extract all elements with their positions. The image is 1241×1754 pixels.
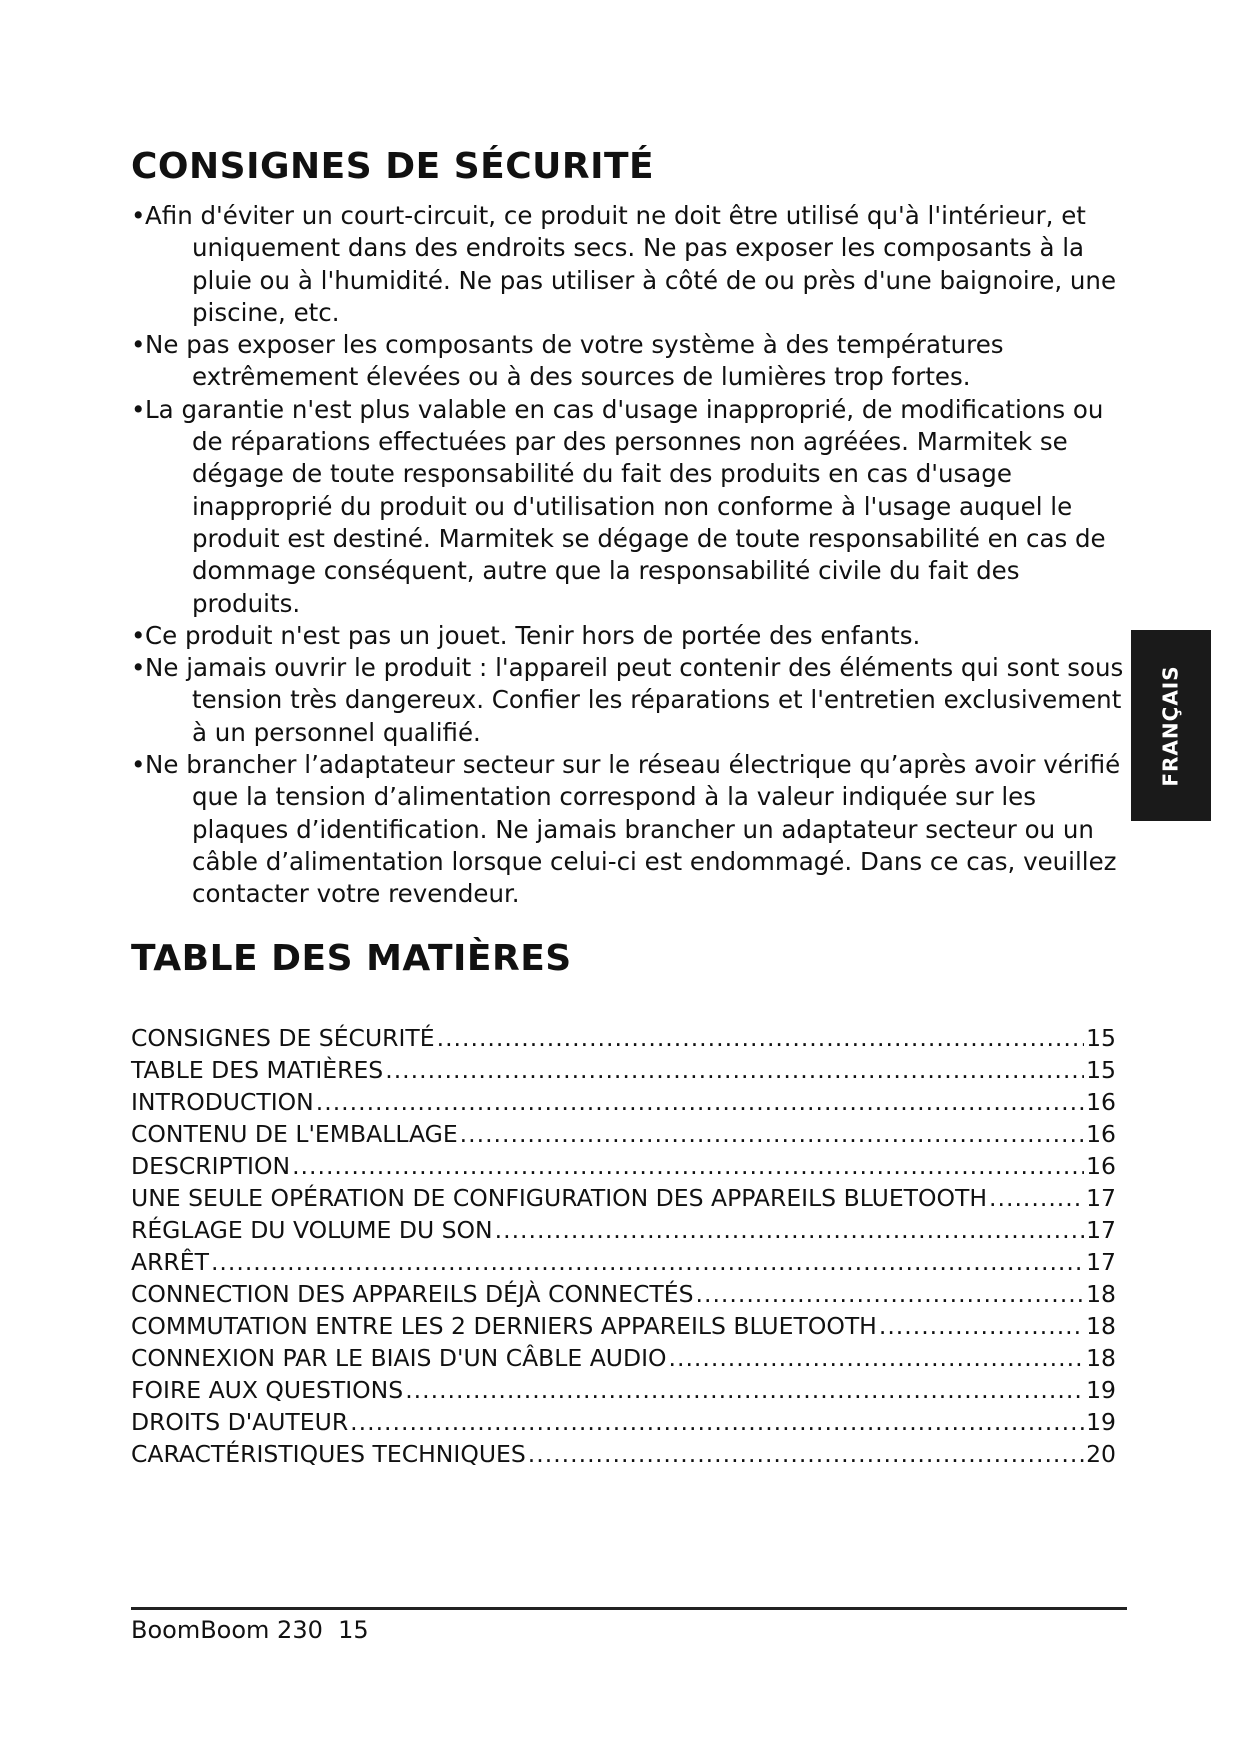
dot-leader <box>385 1054 1084 1086</box>
toc-entry[interactable] <box>131 1054 1116 1086</box>
toc-entry-page: 16 <box>1086 1088 1116 1116</box>
language-tab-label: FRANÇAIS <box>1159 664 1183 787</box>
safety-heading: CONSIGNES DE SÉCURITÉ <box>131 146 655 187</box>
list-item <box>131 652 1131 749</box>
toc-entry[interactable] <box>131 1278 1116 1310</box>
safety-list <box>131 200 1131 911</box>
bullet-icon: • <box>131 620 146 650</box>
dot-leader <box>528 1438 1084 1470</box>
bullet-icon: • <box>131 201 146 230</box>
toc-entry-label: CONNEXION PAR LE BIAIS D'UN CÂBLE AUDIO <box>131 1344 667 1372</box>
footer-page-number: 15 <box>338 1616 369 1644</box>
toc-entry-page: 17 <box>1086 1216 1116 1244</box>
dot-leader <box>350 1406 1084 1438</box>
bullet-icon: • <box>131 394 146 424</box>
toc-entry[interactable] <box>131 1086 1116 1118</box>
bullet-icon: • <box>131 330 146 360</box>
toc-entry[interactable] <box>131 1182 1116 1214</box>
list-item-text: Ce produit n'est pas un jouet. Tenir hors de portée des enfants. <box>145 620 921 650</box>
toc-entry-page: 16 <box>1086 1152 1116 1180</box>
toc-entry[interactable] <box>131 1438 1116 1470</box>
toc-entry-page: 16 <box>1086 1120 1116 1148</box>
list-item <box>131 749 1131 910</box>
toc-entry-page: 19 <box>1086 1376 1116 1404</box>
footer-divider <box>131 1607 1127 1610</box>
toc-entry[interactable] <box>131 1022 1116 1054</box>
dot-leader <box>405 1374 1084 1406</box>
dot-leader <box>696 1278 1085 1310</box>
language-tab <box>1131 630 1211 821</box>
dot-leader <box>316 1086 1084 1118</box>
toc-entry[interactable] <box>131 1246 1116 1278</box>
list-item-text: Afin d'éviter un court-circuit, ce produit ne doit être utilisé qu'à l'intérieur, et uniquement dans des endroits secs. Ne pas exposer les composants à la pluie ou à l'humidité. Ne pas utiliser à côté de ou près d'une baignoire, une piscine, etc. <box>145 201 1117 327</box>
toc-entry-label: DESCRIPTION <box>131 1152 291 1180</box>
toc-entry-label: FOIRE AUX QUESTIONS <box>131 1376 404 1404</box>
dot-leader <box>460 1118 1084 1150</box>
page-footer <box>131 1614 369 1646</box>
dot-leader <box>437 1022 1084 1054</box>
toc-entry-page: 18 <box>1086 1280 1116 1308</box>
dot-leader <box>292 1150 1084 1182</box>
bullet-icon: • <box>131 653 146 683</box>
toc-entry-label: RÉGLAGE DU VOLUME DU SON <box>131 1216 493 1244</box>
toc-entry[interactable] <box>131 1150 1116 1182</box>
toc-entry[interactable] <box>131 1214 1116 1246</box>
list-item-text: Ne brancher l’adaptateur secteur sur le réseau électrique qu’après avoir vérifié que la tension d’alimentation correspond à la valeur indiquée sur les plaques d’identification. Ne jamais brancher un adaptateur secteur ou un câble d’alimentation lorsque celui-ci est endommagé. Dans ce cas, veuillez contacter votre revendeur. <box>145 750 1121 909</box>
toc-entry[interactable] <box>131 1310 1116 1342</box>
toc-entry-label: UNE SEULE OPÉRATION DE CONFIGURATION DES APPAREILS BLUETOOTH <box>131 1184 988 1212</box>
list-item <box>131 329 1131 394</box>
toc-entry-page: 17 <box>1086 1248 1116 1276</box>
list-item-text: La garantie n'est plus valable en cas d'usage inapproprié, de modifications ou de réparations effectuées par des personnes non agréées. Marmitek se dégage de toute responsabilité du fait des produits en cas d'usage inapproprié du produit ou d'utilisation non conforme à l'usage auquel le produit est destiné. Marmitek se dégage de toute responsabilité en cas de dommage conséquent, autre que la responsabilité civile du fait des produits. <box>145 394 1106 618</box>
toc-entry[interactable] <box>131 1406 1116 1438</box>
list-item <box>131 200 1131 329</box>
toc-heading: TABLE DES MATIÈRES <box>131 938 572 979</box>
dot-leader <box>211 1246 1084 1278</box>
toc-entry-label: COMMUTATION ENTRE LES 2 DERNIERS APPAREILS BLUETOOTH <box>131 1312 877 1340</box>
dot-leader <box>495 1214 1084 1246</box>
toc-entry-label: ARRÊT <box>131 1248 209 1276</box>
list-item <box>131 394 1131 620</box>
toc-entry-page: 15 <box>1086 1056 1116 1084</box>
list-item <box>131 620 1131 652</box>
toc-entry-label: DROITS D'AUTEUR <box>131 1408 349 1436</box>
list-item-text: Ne jamais ouvrir le produit : l'appareil peut contenir des éléments qui sont sous tension très dangereux. Confier les réparations et l'entretien exclusivement à un personnel qualifié. <box>145 653 1124 747</box>
toc-entry-label: CONTENU DE L'EMBALLAGE <box>131 1120 458 1148</box>
dot-leader <box>879 1310 1084 1342</box>
toc-entry-page: 18 <box>1086 1312 1116 1340</box>
dot-leader <box>989 1182 1084 1214</box>
toc-entry[interactable] <box>131 1342 1116 1374</box>
list-item-text: Ne pas exposer les composants de votre système à des températures extrêmement élevées ou à des sources de lumières trop fortes. <box>145 330 1004 392</box>
toc-entry-label: CARACTÉRISTIQUES TECHNIQUES <box>131 1440 526 1468</box>
table-of-contents <box>131 1022 1116 1470</box>
toc-entry-page: 20 <box>1086 1440 1116 1468</box>
toc-entry-label: TABLE DES MATIÈRES <box>131 1056 384 1084</box>
toc-entry-page: 19 <box>1086 1408 1116 1436</box>
toc-entry-page: 17 <box>1086 1184 1116 1212</box>
toc-entry[interactable] <box>131 1374 1116 1406</box>
toc-entry-page: 15 <box>1086 1024 1116 1052</box>
toc-entry-label: INTRODUCTION <box>131 1088 314 1116</box>
toc-entry[interactable] <box>131 1118 1116 1150</box>
toc-entry-page: 18 <box>1086 1344 1116 1372</box>
bullet-icon: • <box>131 750 146 780</box>
dot-leader <box>669 1342 1085 1374</box>
footer-product-name: BoomBoom 230 <box>131 1616 323 1644</box>
toc-entry-label: CONNECTION DES APPAREILS DÉJÀ CONNECTÉS <box>131 1280 694 1308</box>
toc-entry-label: CONSIGNES DE SÉCURITÉ <box>131 1024 435 1052</box>
